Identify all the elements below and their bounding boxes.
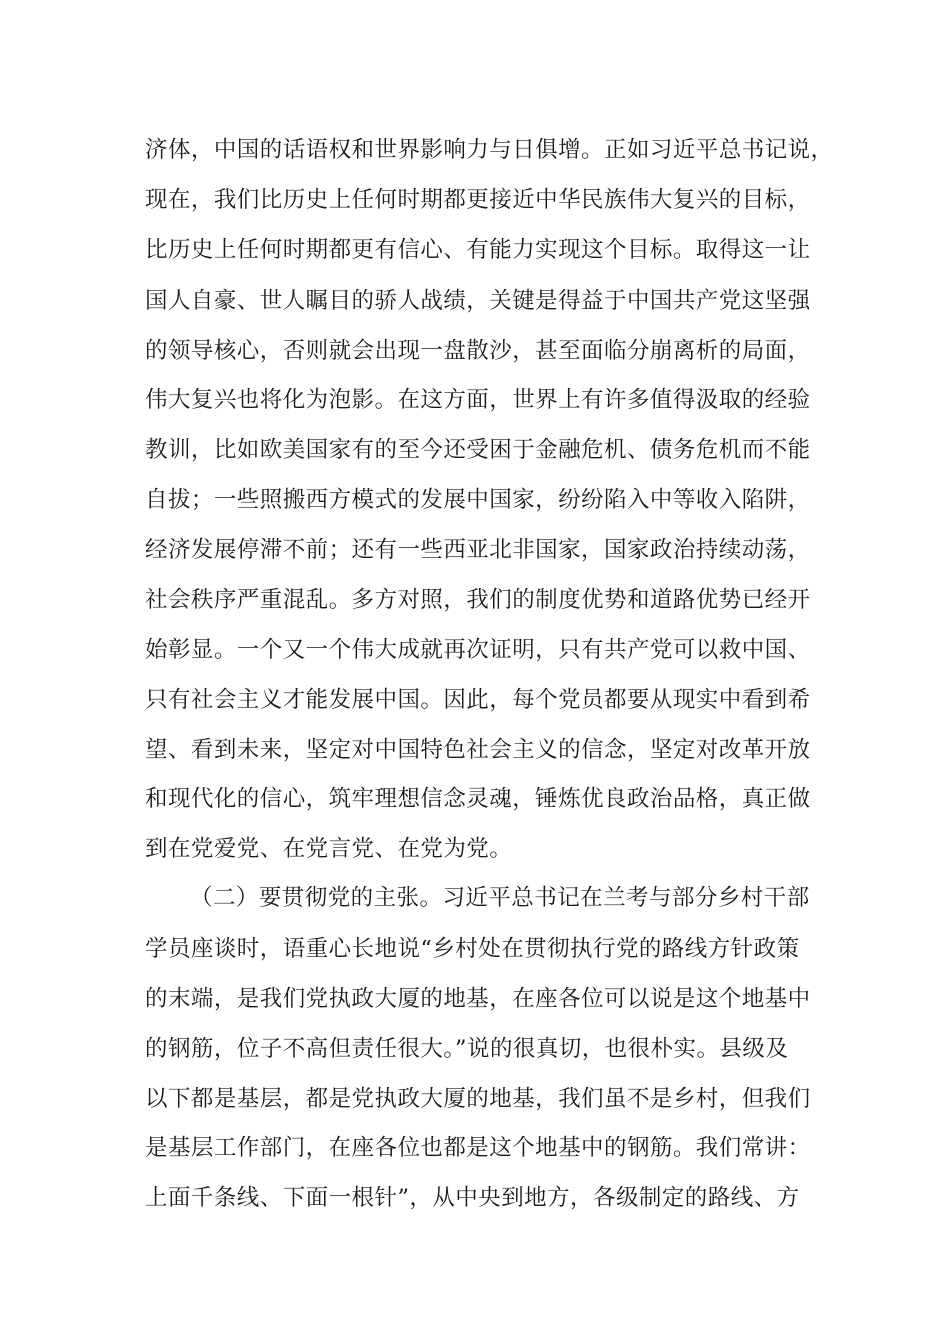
text-line: 是基层工作部门，在座各位也都是这个地基中的钢筋。我们常讲：	[145, 1135, 811, 1161]
text-line: 始彰显。一个又一个伟大成就再次证明，只有共产党可以救中国、	[145, 637, 811, 663]
text-line: 比历史上任何时期都更有信心、有能力实现这个目标。取得这一让	[145, 237, 811, 263]
text-line: 的末端，是我们党执政大厦的地基，在座各位可以说是这个地基中	[145, 986, 811, 1012]
text-line: 的钢筋，位子不高但责任很大。”说的很真切，也很朴实。县级及	[145, 1036, 789, 1062]
text-line: 到在党爱党、在党言党、在党为党。	[145, 836, 513, 862]
text-line: 只有社会主义才能发展中国。因此，每个党员都要从现实中看到希	[145, 687, 811, 713]
text-line: 伟大复兴也将化为泡影。在这方面，世界上有许多值得汲取的经验	[145, 387, 811, 413]
text-line: 社会秩序严重混乱。多方对照，我们的制度优势和道路优势已经开	[145, 587, 811, 613]
text-line: 经济发展停滞不前；还有一些西亚北非国家，国家政治持续动荡，	[145, 537, 811, 563]
text-line: 望、看到未来，坚定对中国特色社会主义的信念，坚定对改革开放	[145, 737, 811, 763]
text-line: 以下都是基层，都是党执政大厦的地基，我们虽不是乡村，但我们	[145, 1086, 811, 1112]
text-line: 和现代化的信心，筑牢理想信念灵魂，锤炼优良政治品格，真正做	[145, 786, 811, 812]
text-line: 上面千条线、下面一根针”，从中央到地方，各级制定的路线、方	[145, 1185, 800, 1211]
text-line: 自拔；一些照搬西方模式的发展中国家，纷纷陷入中等收入陷阱，	[145, 487, 811, 513]
text-line: 国人自豪、世人瞩目的骄人战绩，关键是得益于中国共产党这坚强	[145, 288, 811, 314]
text-line: 学员座谈时，语重心长地说“乡村处在贯彻执行党的路线方针政策	[145, 936, 800, 962]
text-line: 济体，中国的话语权和世界影响力与日俱增。正如习近平总书记说，	[145, 137, 834, 163]
text-line: 教训，比如欧美国家有的至今还受困于金融危机、债务危机而不能	[145, 437, 811, 463]
section-heading-line: （二）要贯彻党的主张。习近平总书记在兰考与部分乡村干部	[190, 885, 810, 911]
text-line: 现在，我们比历史上任何时期都更接近中华民族伟大复兴的目标，	[145, 187, 811, 213]
text-line: 的领导核心，否则就会出现一盘散沙，甚至面临分崩离析的局面，	[145, 338, 811, 364]
